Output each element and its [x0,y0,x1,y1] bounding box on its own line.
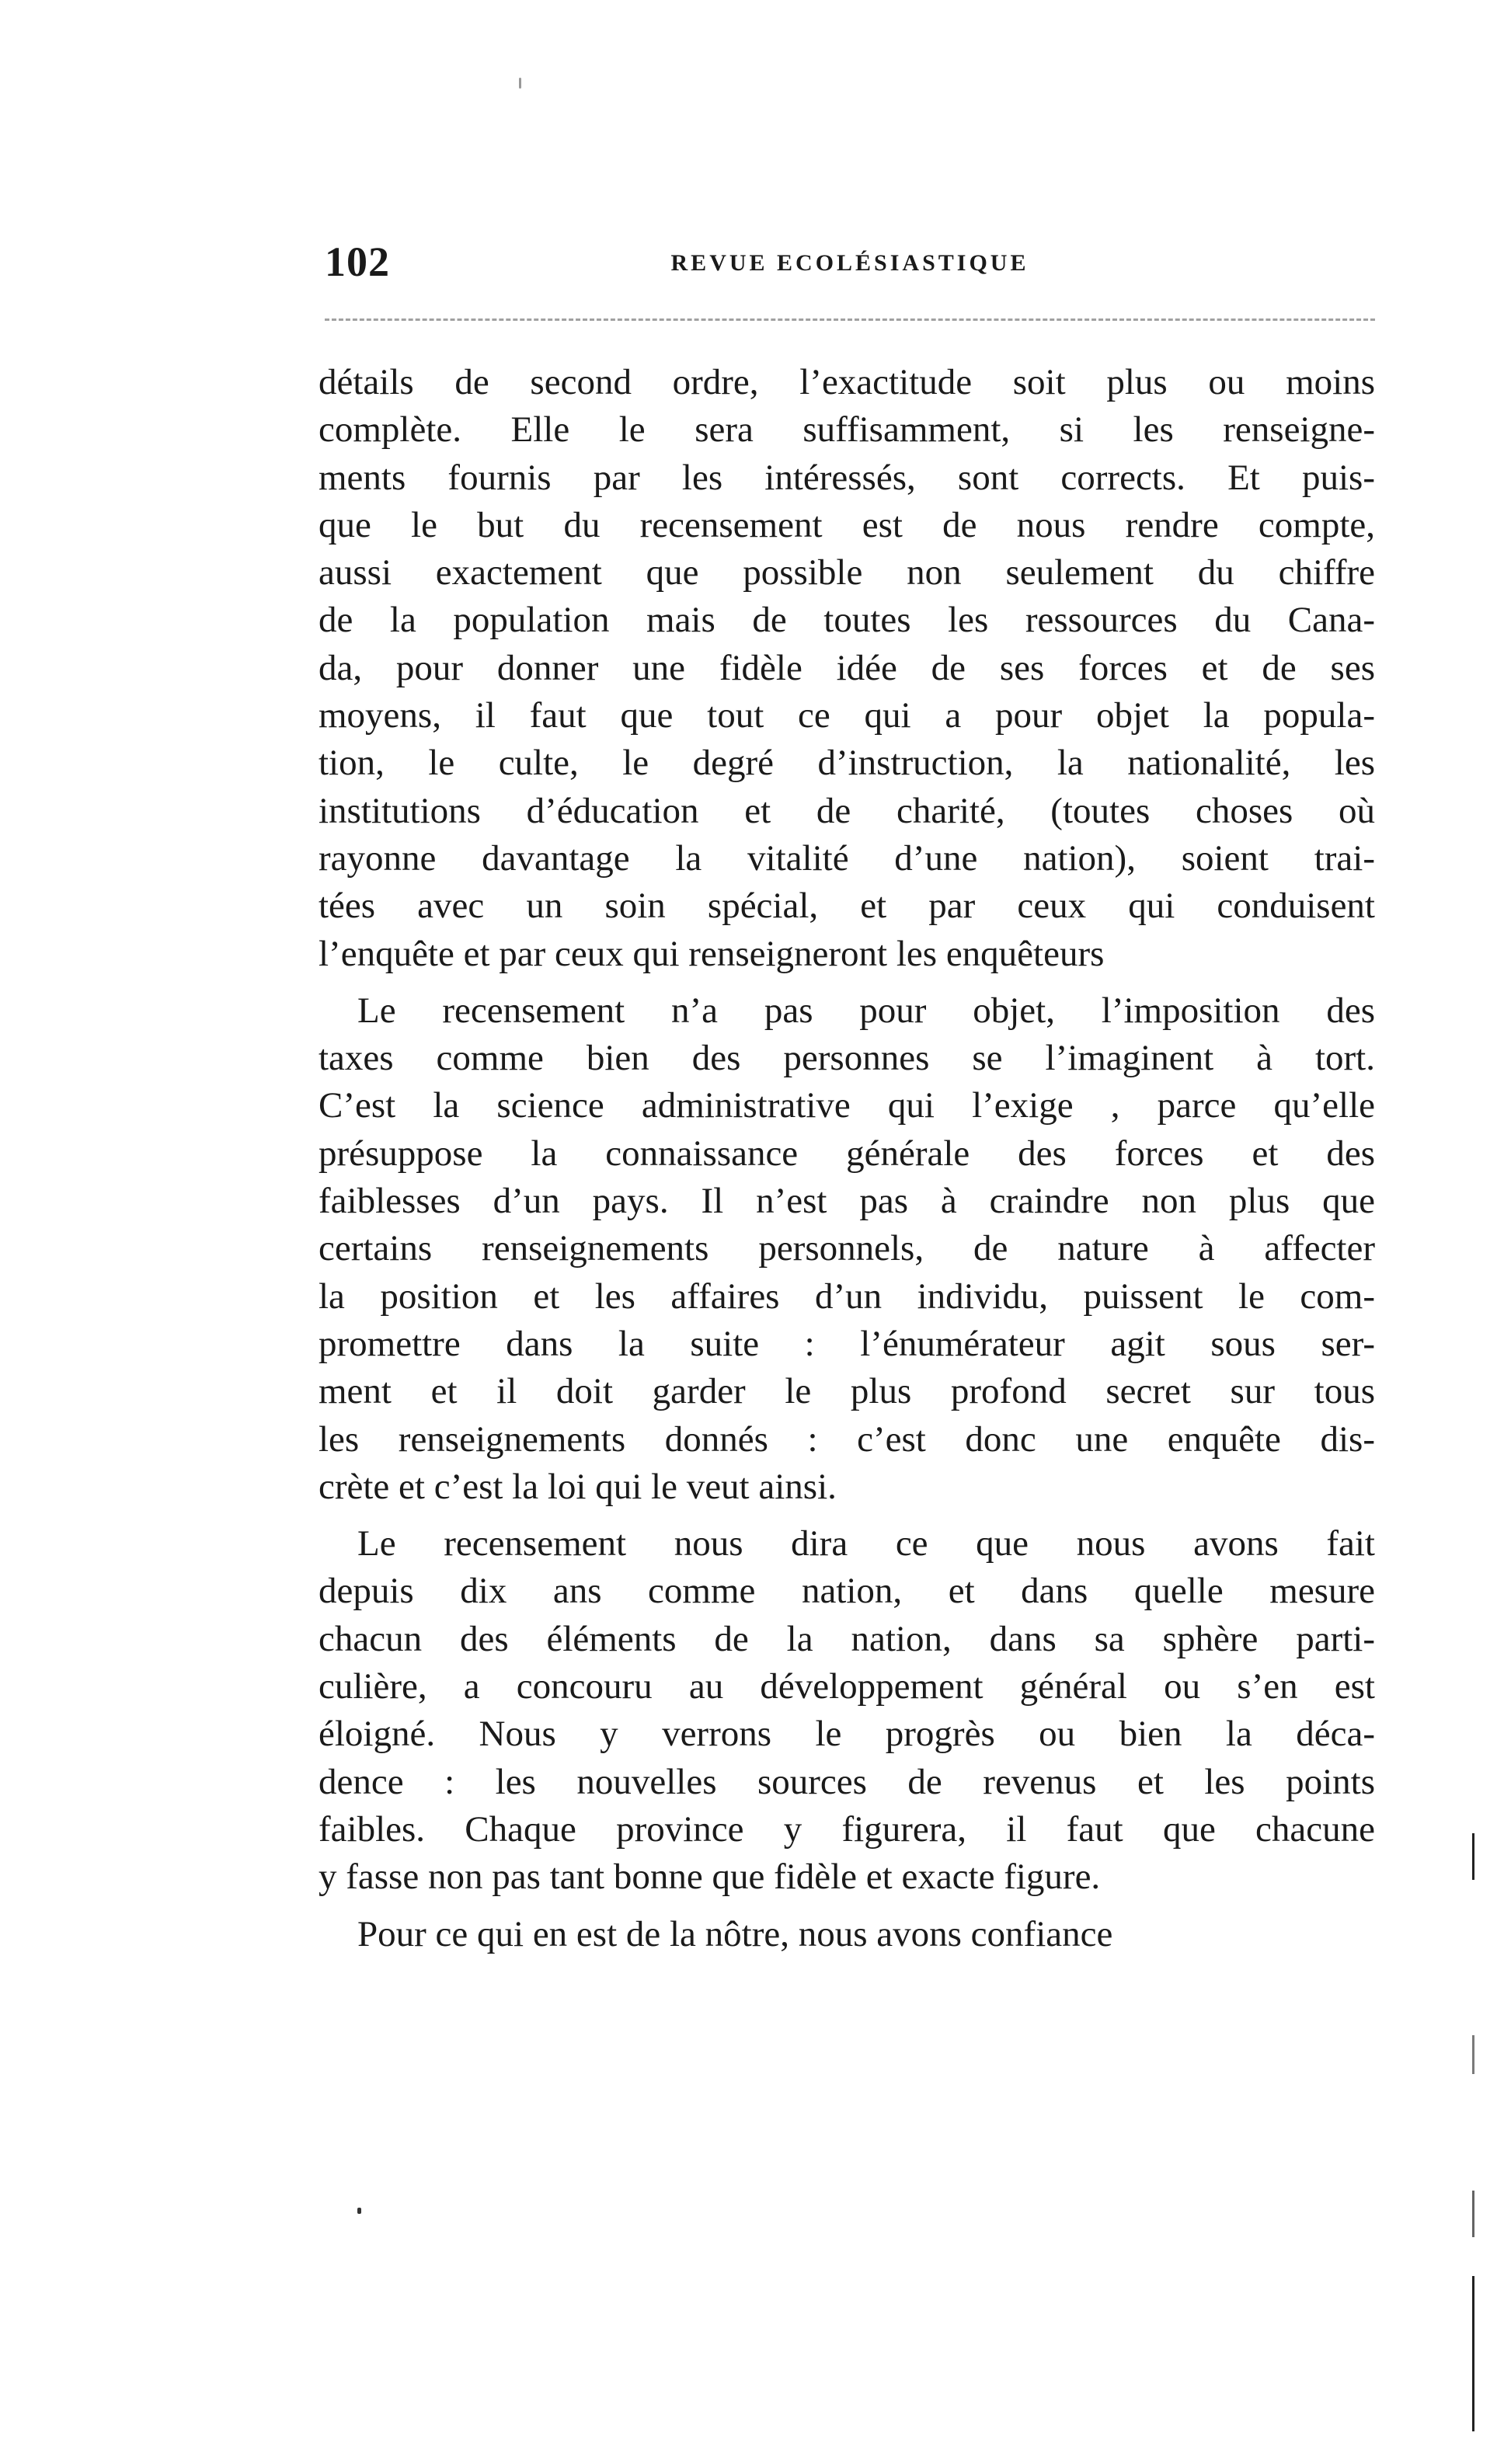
text-line: Pour ce qui en est de la nôtre, nous avons confiance [357,1913,1113,1954]
text-line: tion, le culte, le degré d’instruction, la nationalité, les [319,743,1375,784]
text-line: certains renseignements personnels, de nature à affecter [319,1228,1375,1269]
text-line: culière, a concouru au développement général ou s’en est [319,1666,1375,1707]
page-header [325,233,1375,295]
text-line: taxes comme bien des personnes se l’imaginent à tort. [319,1038,1375,1079]
paragraph [319,1911,1375,1958]
text-line: C’est la science administrative qui l’exige , parce qu’elle [319,1085,1375,1126]
margin-mark [1472,2035,1474,2074]
text-line: ments fournis par les intéressés, sont corrects. Et puis- [319,457,1375,498]
ink-speck [357,2208,361,2214]
text-line: faibles. Chaque province y figurera, il faut que chacune [319,1808,1375,1850]
text-line: chacun des éléments de la nation, dans sa sphère parti- [319,1618,1375,1659]
text-line: crète et c’est la loi qui le veut ainsi. [319,1466,837,1507]
text-line: complète. Elle le sera suffisamment, si les renseigne- [319,409,1375,451]
text-line: rayonne davantage la vitalité d’une nation), soient trai- [319,837,1375,879]
text-line: Le recensement nous dira ce que nous avons fait [357,1523,1375,1564]
text-line: tées avec un soin spécial, et par ceux qui conduisent [319,886,1375,927]
text-line: promettre dans la suite : l’énumérateur agit sous ser- [319,1323,1375,1364]
text-line: dence : les nouvelles sources de revenus et les points [319,1761,1375,1802]
text-line: depuis dix ans comme nation, et dans quelle mesure [319,1571,1375,1612]
text-line: aussi exactement que possible non seulement du chiffre [319,552,1375,593]
ink-speck [519,78,521,89]
text-line: la position et les affaires d’un individu, puissent le com- [319,1276,1375,1317]
margin-mark [1472,1833,1474,1880]
text-line: Le recensement n’a pas pour objet, l’imposition des [357,990,1375,1031]
paragraph [319,987,1375,1511]
margin-mark [1472,2276,1474,2431]
text-line: faiblesses d’un pays. Il n’est pas à craindre non plus que [319,1181,1375,1222]
paragraph [319,359,1375,978]
text-line: éloigné. Nous y verrons le progrès ou bien la déca- [319,1714,1375,1755]
text-line: ment et il doit garder le plus profond secret sur tous [319,1371,1375,1412]
text-line: institutions d’éducation et de charité, (toutes choses où [319,790,1375,831]
text-line: l’enquête et par ceux qui renseigneront les enquêteurs [319,933,1105,974]
text-line: da, pour donner une fidèle idée de ses forces et de ses [319,647,1375,688]
text-line: que le but du recensement est de nous rendre compte, [319,504,1375,545]
text-line: y fasse non pas tant bonne que fidèle et exacte figure. [319,1857,1101,1898]
header-divider [325,318,1375,321]
text-line: les renseignements donnés : c’est donc une enquête dis- [319,1418,1375,1460]
text-line: détails de second ordre, l’exactitude soit plus ou moins [319,362,1375,402]
body-text [319,359,1375,1958]
text-line: de la population mais de toutes les ressources du Cana- [319,600,1375,641]
page-number: 102 [325,238,390,285]
running-title: REVUE ECOLÉSIASTIQUE [670,250,1029,276]
paragraph [319,1520,1375,1901]
margin-mark [1472,2191,1474,2237]
text-line: moyens, il faut que tout ce qui a pour objet la popula- [319,695,1375,736]
text-line: présuppose la connaissance générale des forces et des [319,1133,1375,1174]
